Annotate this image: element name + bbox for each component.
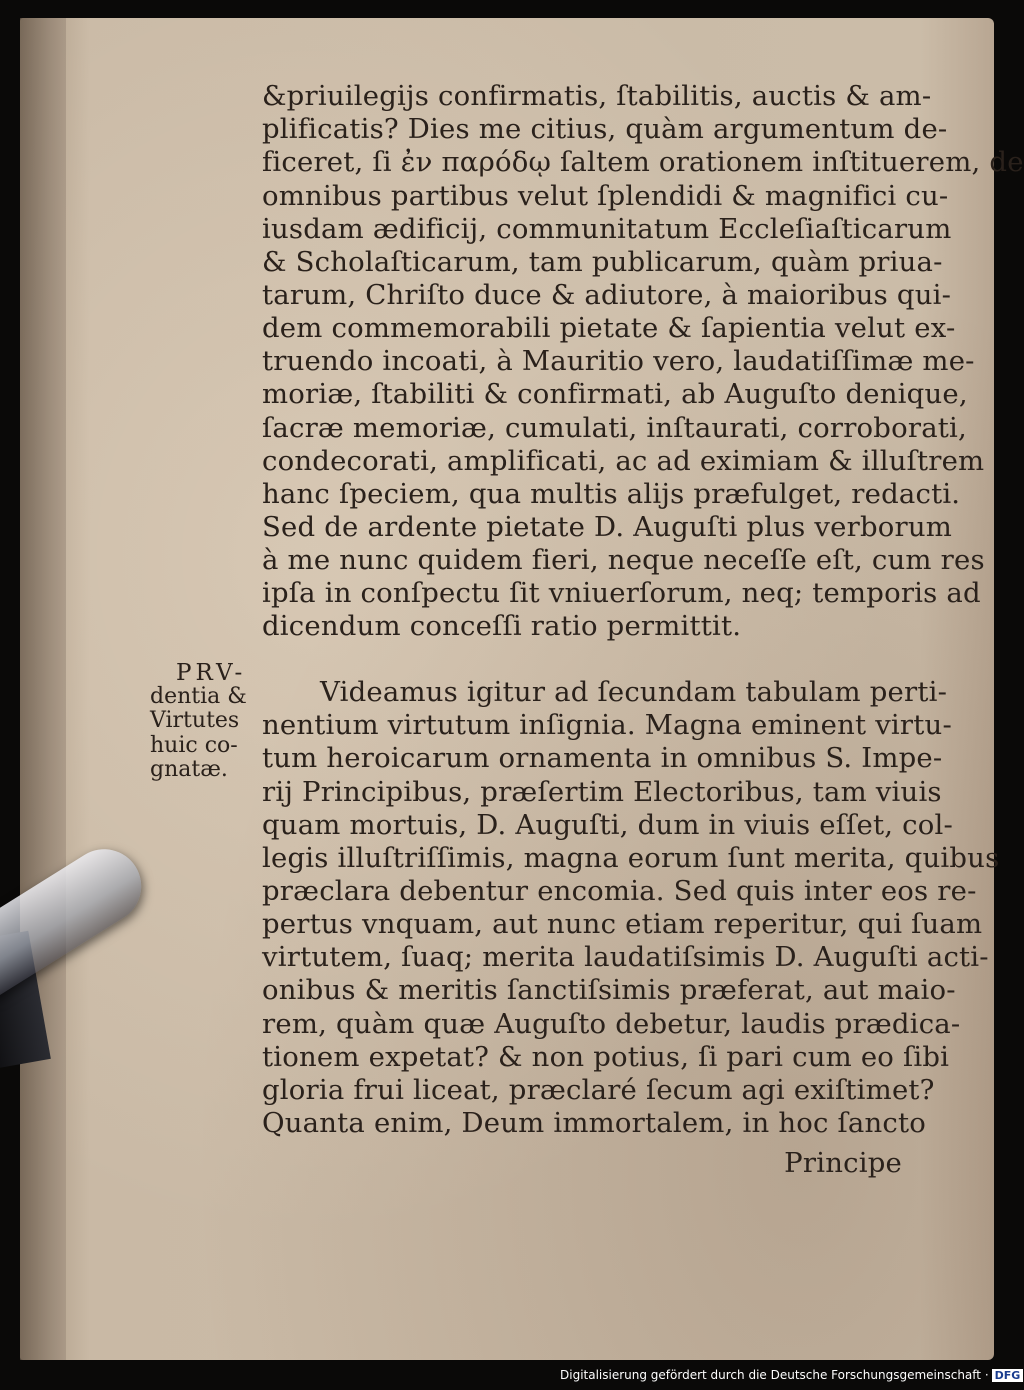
text-line: tionem expetat? & non potius, ſi pari cum eo ſibi: [262, 1041, 950, 1073]
marginal-note-line: gnatæ.: [150, 757, 228, 782]
text-line: gloria frui liceat, præclaré ſecum agi exiſtimet?: [262, 1074, 935, 1106]
text-line: Quanta enim, Deum immortalem, in hoc ſancto: [262, 1107, 927, 1139]
catchword: Principe: [784, 1147, 902, 1179]
text-line: quam mortuis, D. Auguſti, dum in viuis eſſet, col-: [262, 809, 953, 841]
credit-text: Digitalisierung gefördert durch die Deutsche Forschungsgemeinschaft ·: [560, 1368, 989, 1382]
text-line: truendo incoati, à Mauritio vero, laudatiſſimæ me-: [262, 345, 975, 377]
text-line: plificatis? Dies me citius, quàm argumentum de-: [262, 113, 948, 145]
text-line: dicendum conceſſi ratio permittit.: [262, 610, 742, 642]
text-line: tarum, Chriſto duce & adiutore, à maioribus qui-: [262, 279, 952, 311]
text-line: tum heroicarum ornamenta in omnibus S. Impe-: [262, 742, 943, 774]
text-line: præclara debentur encomia. Sed quis inter eos re-: [262, 875, 977, 907]
text-line: omnibus partibus velut ſplendidi & magnifici cu-: [262, 180, 949, 212]
text-line: ipſa in conſpectu ſit vniuerſorum, neq; temporis ad: [262, 577, 981, 609]
text-line: dem commemorabili pietate & ſapientia velut ex-: [262, 312, 956, 344]
text-line: ficeret, ſi ἐν παρόδῳ ſaltem orationem inſtituerem, de: [262, 146, 1024, 178]
text-line: nentium virtutum inſignia. Magna eminent virtu-: [262, 709, 952, 741]
page-gutter-shadow: [20, 18, 66, 1360]
text-line: pertus vnquam, aut nunc etiam reperitur, qui ſuam: [262, 908, 983, 940]
text-line: & Scholaſticarum, tam publicarum, quàm priua-: [262, 246, 943, 278]
text-line: condecorati, amplificati, ac ad eximiam & illuſtrem: [262, 445, 985, 477]
text-line: à me nunc quidem fieri, neque neceſſe eſt, cum res: [262, 544, 985, 576]
text-line: Sed de ardente pietate D. Auguſti plus verborum: [262, 511, 953, 543]
text-line: iusdam ædificij, communitatum Eccleſiaſticarum: [262, 213, 952, 245]
text-line: virtutem, ſuaq; merita laudatiſsimis D. Auguſti acti-: [262, 941, 989, 973]
text-line: ſacræ memoriæ, cumulati, inſtaurati, corroborati,: [262, 412, 967, 444]
marginal-note-line: dentia &: [150, 684, 247, 709]
text-line: moriæ, ſtabiliti & confirmati, ab Auguſto denique,: [262, 378, 968, 410]
text-line: legis illuſtriſſimis, magna eorum ſunt merita, quibus: [262, 842, 1000, 874]
text-line: rij Principibus, præſertim Electoribus, tam viuis: [262, 776, 942, 808]
text-line: hanc ſpeciem, qua multis alijs præfulget, redacti.: [262, 478, 961, 510]
text-line: rem, quàm quæ Auguſto debetur, laudis prædica-: [262, 1008, 961, 1040]
marginal-note-line: huic co-: [150, 733, 238, 758]
text-line: &priuilegijs confirmatis, ſtabilitis, auctis & am-: [262, 80, 932, 112]
paragraph-first-line: Videamus igitur ad ſecundam tabulam perti-: [320, 676, 948, 708]
digitization-credit: [560, 1368, 1021, 1382]
dfg-logo: DFG: [992, 1369, 1024, 1382]
marginal-note-line: PRV-: [176, 660, 247, 686]
marginal-note-line: Virtutes: [150, 708, 240, 733]
text-line: onibus & meritis ſanctiſsimis præferat, aut maio-: [262, 974, 956, 1006]
